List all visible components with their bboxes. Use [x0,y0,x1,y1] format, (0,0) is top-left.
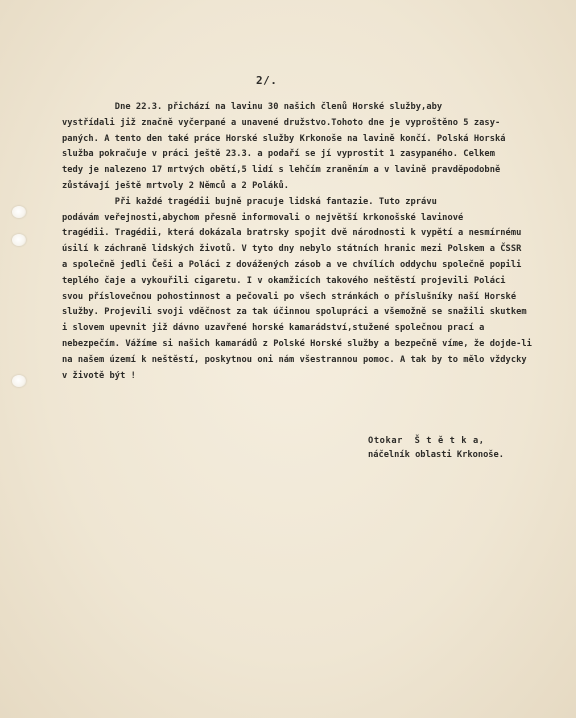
text-line: i slovem upevnit již dávno uzavřené horské kamarádství,stužené společnou prací a [62,323,485,334]
text-line: vystřídali již značně vyčerpané a unavené družstvo.Tohoto dne je vyproštěno 5 zasy- [62,117,501,128]
text-line: služby. Projevili svoji vděčnost za tak účinnou spolupráci a všemožně se snažili skutkem [62,307,527,318]
text-line: podávám veřejnosti,abychom přesně informovali o největší krkonošské lavinové [62,212,464,223]
page-number: 2/. [256,74,278,87]
punch-hole-top [12,206,26,218]
text-line: na našem území k neštěstí, poskytnou oni nám všestrannou pomoc. A tak by to mělo vždycky [62,354,527,365]
paragraph-1 [62,100,552,195]
text-line: v životě být ! [62,370,136,381]
text-line: zůstávají ještě mrtvoly 2 Němců a 2 Poláků. [62,180,290,191]
signature-block [368,434,504,462]
text-line: služba pokračuje v práci ještě 23.3. a podaří se jí vyprostit 1 zasypaného. Celkem [62,149,495,160]
text-line: Dne 22.3. přichází na lavinu 30 našich členů Horské služby,aby [62,102,443,112]
punch-hole-lower [12,375,26,387]
text-line: tedy je nalezeno 17 mrtvých obětí,5 lidí s lehčím zraněním a v lavině pravděpodobně [62,165,501,176]
text-line: Při každé tragédii bujně pracuje lidská fantazie. Tuto zprávu [62,196,437,207]
text-line: tragédii. Tragédii, která dokázala bratrsky spojit dvě národnosti k vypětí a nesmírnému [62,228,522,239]
text-line: úsilí k záchraně lidských životů. V tyto dny nebylo státních hranic mezi Polskem a ČSSR [62,244,522,255]
letter-body [62,100,552,384]
text-line: paných. A tento den také práce Horské služby Krkonoše na lavině končí. Polská Horská [62,133,506,144]
text-line: nebezpečím. Vážíme si našich kamarádů z Polské Horské služby a bezpečně víme, že dojde-li [62,338,532,349]
text-line: svou příslovečnou pohostinnost a pečovali po všech stránkách o příslušníky naší Horské [62,291,517,302]
signatory-name: Otokar Š t ě t k a, [368,436,485,446]
signatory-title: náčelník oblasti Krkonoše. [368,450,504,460]
punch-hole-upper [12,234,26,246]
text-line: a společně jedli Češi a Poláci z dovážených zásob a ve chvílích oddychu společně popili [62,259,522,270]
paragraph-2 [62,195,552,385]
text-line: teplého čaje a vykouřili cigaretu. I v okamžicích takového neštěstí projevili Poláci [62,275,506,286]
